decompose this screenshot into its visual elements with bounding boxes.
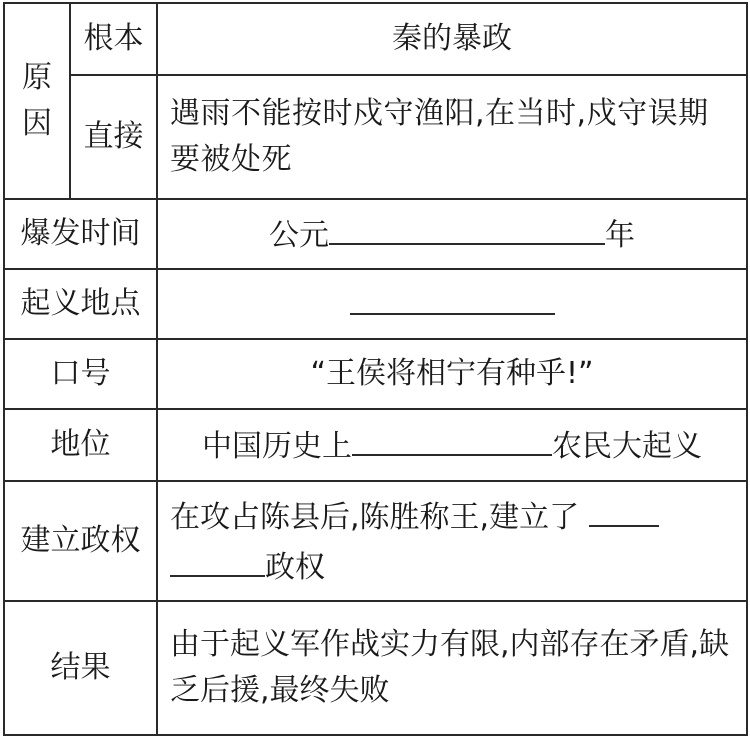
slogan-label: 口号 (4, 339, 157, 409)
table-row (4, 481, 747, 601)
location-label: 起义地点 (4, 269, 157, 339)
outbreak-time-label: 爆发时间 (4, 199, 157, 269)
regime-label: 建立政权 (4, 481, 157, 601)
status-prefix: 中国历史上 (202, 429, 352, 464)
table-row (4, 601, 747, 735)
regime-suffix: 政权 (265, 550, 325, 585)
table-row (4, 339, 747, 409)
direct-cause-text: 遇雨不能按时戍守渔阳,在当时,戍守误期要被处死 (157, 75, 747, 199)
history-table (3, 2, 748, 736)
regime-blank-part1[interactable] (589, 491, 659, 527)
location-blank[interactable] (350, 279, 555, 315)
fundamental-cause-text: 秦的暴政 (157, 3, 747, 75)
regime-cell (157, 481, 747, 601)
outbreak-time-prefix: 公元 (269, 218, 329, 253)
outbreak-year-blank[interactable] (329, 209, 605, 245)
table-row (4, 3, 747, 75)
table-row (4, 199, 747, 269)
direct-label: 直接 (70, 75, 157, 199)
fundamental-label: 根本 (70, 3, 157, 75)
outbreak-time-cell (157, 199, 747, 269)
table-row (4, 269, 747, 339)
regime-prefix: 在攻占陈县后,陈胜称王,建立了 (170, 500, 580, 535)
status-cell (157, 409, 747, 481)
table-row (4, 75, 747, 199)
result-text: 由于起义军作战实力有限,内部存在矛盾,缺乏后援,最终失败 (157, 601, 747, 735)
slogan-text: “王侯将相宁有种乎!” (157, 339, 747, 409)
status-label: 地位 (4, 409, 157, 481)
cause-label-line2: 因 (22, 106, 52, 141)
status-suffix: 农民大起义 (552, 429, 702, 464)
cause-label-cell (4, 3, 70, 199)
location-cell (157, 269, 747, 339)
table-row (4, 409, 747, 481)
regime-blank-part2[interactable] (170, 541, 265, 577)
status-blank[interactable] (352, 420, 552, 456)
cause-label-line1: 原 (22, 60, 52, 95)
outbreak-time-suffix: 年 (605, 218, 635, 253)
result-label: 结果 (4, 601, 157, 735)
